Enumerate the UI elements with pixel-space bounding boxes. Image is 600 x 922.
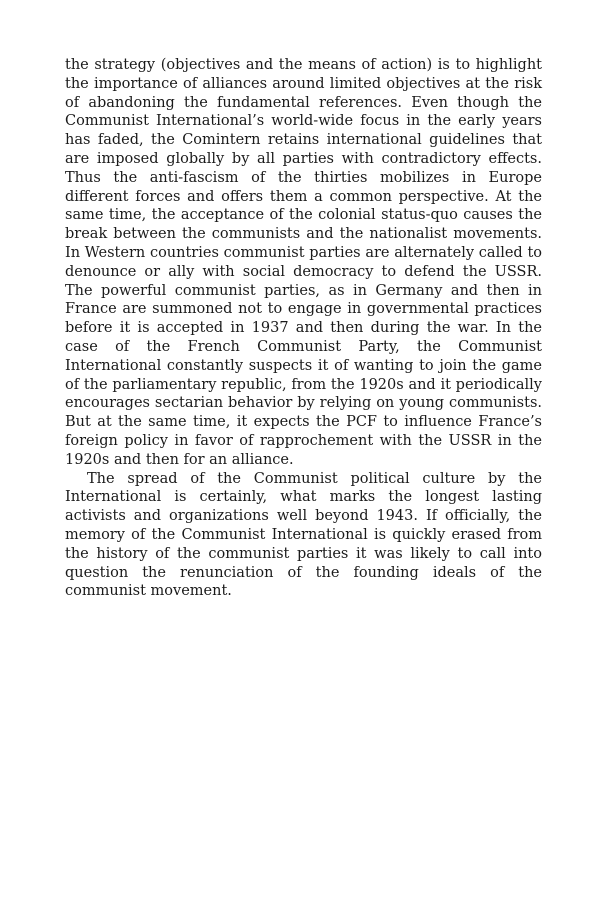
page-body	[65, 56, 542, 601]
paragraph-communist-culture: The spread of the Communist political culture by the International is certainly, what marks the longest lasting activists and organizations well beyond 1943. If officially, the memory of the Communist International is quickly erased from the history of the communist parties it was likely to call into question the renunciation of the founding ideals of the communist movement.	[65, 470, 542, 600]
paragraph-continuation: the strategy (objectives and the means of action) is to highlight the importance of alliances around limited objectives at the risk of abandoning the fundamental references. Even though the Communist International’s world-wide focus in the early years has faded, the Comintern retains international guidelines that are imposed globally by all parties with contradictory effects. Thus the anti-fascism of the thirties mobilizes in Europe different forces and offers them a common perspective. At the same time, the acceptance of the colonial status-quo causes the break between the communists and the nationalist movements. In Western countries communist parties are alternately called to denounce or ally with social democracy to defend the USSR. The powerful communist parties, as in Germany and then in France are summoned not to engage in governmental practices before it is accepted in 1937 and then during the war. In the case of the French Communist Party, the Communist International constantly suspects it of wanting to join the game of the parliamentary republic, from the 1920s and it periodically encourages sectarian behavior by relying on young communists. But at the same time, it expects the PCF to influence France’s foreign policy in favor of rapprochement with the USSR in the 1920s and then for an alliance.	[65, 57, 542, 468]
